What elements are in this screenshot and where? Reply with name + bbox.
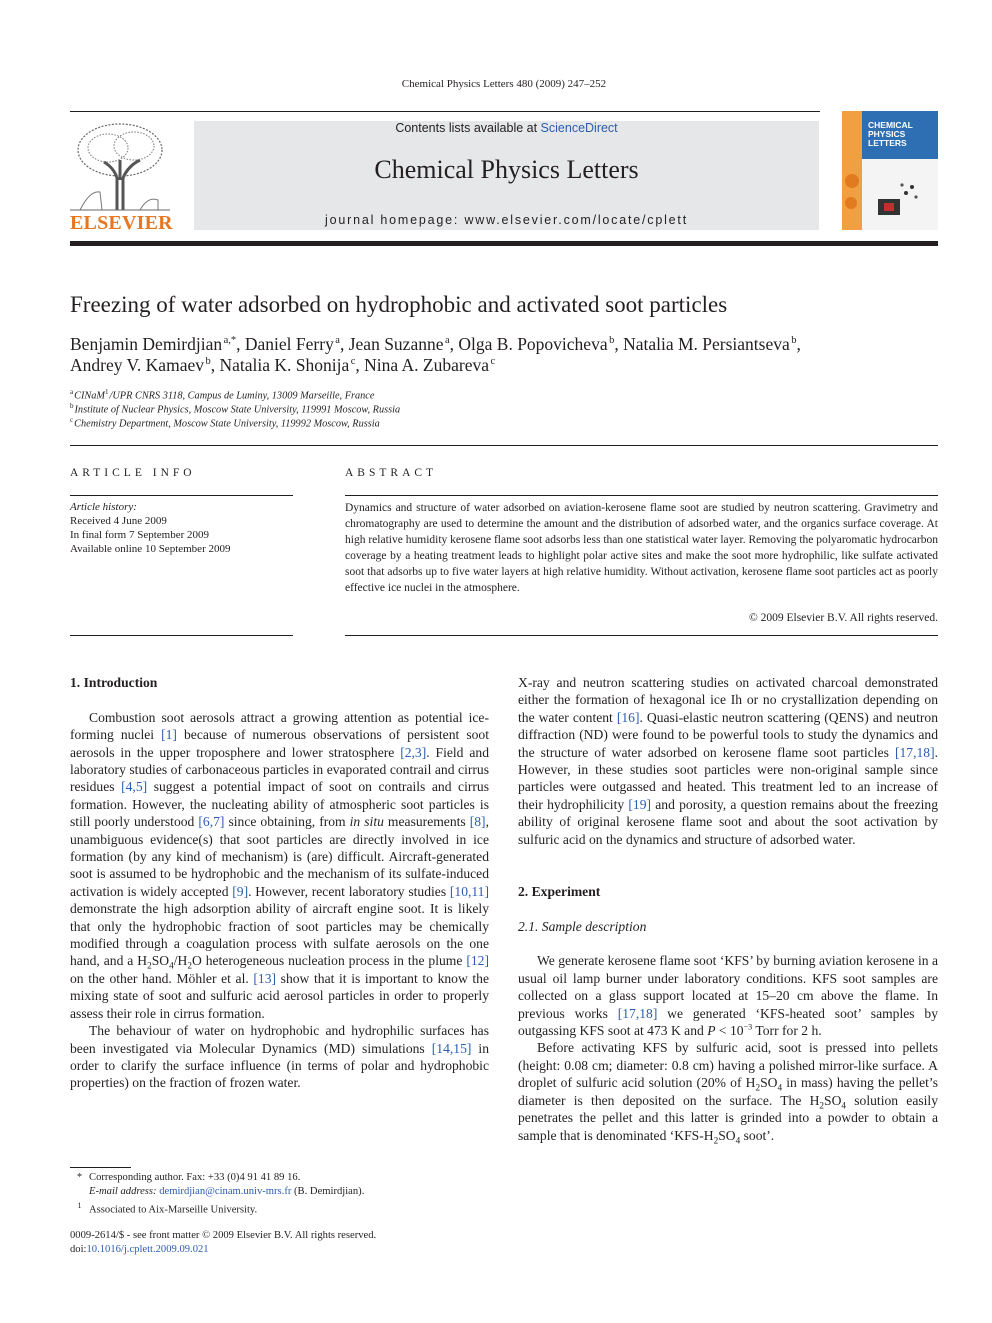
affil-mark[interactable]: a <box>335 335 340 347</box>
ref-link[interactable]: [17,18] <box>617 1005 658 1021</box>
footnote-rule <box>70 1167 131 1168</box>
affiliation-a <box>70 388 374 401</box>
footnote-mark: * <box>76 1172 83 1183</box>
affil-mark[interactable]: b <box>609 335 615 347</box>
author-separator: , <box>614 334 624 354</box>
ref-link[interactable]: [12] <box>466 953 489 969</box>
intro-paragraph-1: Combustion soot aerosols attract a growing attention as potential ice-forming nuclei [1] because of numerous observations of persistent soot aerosols in the upper troposphere and lower stratosphere [2,3]. Field and laboratory studies of carbonaceous particles in evaporated contrail and cirrus residues [4,5] suggest a potential impact of soot on contrails and cirrus formation. However, the nucleating ability of atmospheric soot particles is still poorly understood [6,7] since obtaining, from in situ measurements [8], unambiguous evidence(s) that soot particles are directly involved in ice formation (by any kind of mechanism) is (are) difficult. Aircraft-generated soot is assumed to be hydrophobic and the mechanism of its sulfate-induced activation is widely accepted [9]. However, recent laboratory studies [10,11] demonstrate the high adsorption ability of aircraft engine soot. It is likely that only the hydrophobic fraction of soot particles may be chemically modified through a coagulation process with sulfate aerosols on the one hand, and a $H_2SO_4/H_2O$ heterogeneous nucleation process in the plume [12] on the other hand. Möhler et al. [13] show that it is important to know the mixing state of soot and sulfuric acid aerosol particles in order to properly assess their role in cirrus formation. <box>70 709 490 1021</box>
affil-mark[interactable]: a,* <box>223 335 237 347</box>
affil-mark[interactable]: b <box>205 356 211 368</box>
ref-link[interactable]: [19] <box>628 796 652 812</box>
header-rule <box>70 111 820 112</box>
ref-link[interactable]: [10,11] <box>449 883 490 899</box>
journal-citation: Chemical Physics Letters 480 (2009) 247–252 <box>401 78 607 90</box>
email-link[interactable]: demirdjian@cinam.univ-mrs.fr <box>159 1186 292 1197</box>
affil-mark[interactable]: c <box>490 356 496 368</box>
author-name[interactable]: Jean Suzanne <box>348 334 444 354</box>
author-separator: , <box>210 355 220 375</box>
article-info-rule <box>70 635 293 636</box>
issn-line: 0009-2614/$ - see front matter © 2009 Elsevier B.V. All rights reserved. <box>70 1230 377 1241</box>
ref-link[interactable]: [13] <box>253 970 277 986</box>
footnote-affiliation-note <box>70 1199 257 1218</box>
author-name[interactable]: Olga B. Popovicheva <box>458 334 608 354</box>
history-received: Received 4 June 2009 <box>70 515 167 527</box>
ref-link[interactable]: [2,3] <box>400 744 427 760</box>
ref-link[interactable]: [14,15] <box>431 1040 472 1056</box>
contents-availability <box>194 121 819 135</box>
author-separator: , <box>339 334 349 354</box>
abstract-text: Dynamics and structure of water adsorbed on aviation-kerosene flame soot are studied by neutron scattering. Gravimetry and chromatography are used to determine the amount and the distribution of adsorbed water, and the organics surface coverage. At high relative humidity kerosene flame soot adsorbs less than one statistical water layer. Removing the polyaromatic hydrocarbon coverage by a heating treatment leads to highlight polar active sites and make the soot more hydrophilic, like sulfate activated soot that adsorbs up to five water layers at high relative humidity. Without activation, kerosene flame soot particles act as poorly effective ice nuclei in the atmosphere. <box>345 502 938 594</box>
article-title: Freezing of water adsorbed on hydrophobic and activated soot particles <box>70 292 728 317</box>
history-online: Available online 10 September 2009 <box>70 543 231 555</box>
affiliation-c <box>70 416 380 429</box>
intro-paragraph-2-cont: X-ray and neutron scattering studies on activated charcoal demonstrated either the formation of hexagonal ice Ih or no crystallization depending on the water content [16]. Quasi-elastic neutron scattering (QENS) and neutron diffraction (ND) were found to be powerful tools to study the dynamics and the structure of water adsorbed on kerosene flame soot particles [17,18]. However, in these studies soot particles were non-original sample since particles were outgassed and heated. This treatment led to an increase of their hydrophilicity [19] and porosity, a question remains about the freezing ability of original kerosene flame soot and about the soot activation by sulfuric acid on the dynamics and structure of adsorbed water. <box>518 675 938 847</box>
doi-link[interactable]: 10.1016/j.cplett.2009.09.021 <box>86 1244 209 1255</box>
ref-link[interactable]: [6,7] <box>198 814 225 830</box>
footnote-text: Associated to Aix-Marseille University. <box>89 1204 258 1216</box>
ref-link[interactable]: [1] <box>161 727 177 743</box>
journal-title: Chemical Physics Letters <box>374 155 639 184</box>
cover-title-line: PHYSICS <box>868 129 906 139</box>
contents-prefix: Contents lists available at <box>395 121 541 135</box>
affil-mark[interactable]: b <box>791 335 797 347</box>
footnote-email <box>70 1185 364 1199</box>
author-name[interactable]: Natalia K. Shonija <box>219 355 350 375</box>
author-name[interactable]: Benjamin Demirdjian <box>70 334 223 354</box>
authors-line <box>70 355 495 376</box>
author-separator: , <box>355 355 365 375</box>
affil-mark[interactable]: c <box>350 356 356 368</box>
author-separator: , <box>796 334 801 354</box>
ref-link[interactable]: [4,5] <box>121 779 148 795</box>
affil-text: Chemistry Department, Moscow State University, 119992 Moscow, Russia <box>74 418 380 430</box>
article-info-heading: ARTICLE INFO <box>70 467 196 479</box>
footnote-text: Corresponding author. Fax: +33 (0)4 91 41 89 16. <box>89 1172 301 1183</box>
author-name[interactable]: Daniel Ferry <box>244 334 334 354</box>
section-rule <box>70 445 938 446</box>
cover-title-line: CHEMICAL <box>868 120 913 130</box>
author-separator: , <box>449 334 459 354</box>
email-label: E-mail address: <box>89 1186 157 1197</box>
email-suffix: (B. Demirdjian). <box>291 1186 365 1197</box>
affil-text: /UPR CNRS 3118, Campus de Luminy, 13009 Marseille, France <box>109 390 375 402</box>
history-title: Article history: <box>70 501 137 513</box>
ref-link[interactable]: [16] <box>616 709 640 725</box>
journal-homepage[interactable]: journal homepage: www.elsevier.com/locate/cplett <box>325 213 688 227</box>
cover-title <box>868 121 936 148</box>
author-separator: , <box>236 334 245 354</box>
header-rule-thick <box>70 241 938 246</box>
body-column-left <box>70 674 489 1092</box>
intro-heading: 1. Introduction <box>70 675 158 690</box>
author-name[interactable]: Nina A. Zubareva <box>364 355 489 375</box>
author-name[interactable]: Andrey V. Kamaev <box>70 355 204 375</box>
abstract-heading: ABSTRACT <box>345 467 438 479</box>
body-column-right <box>518 674 938 1144</box>
experiment-paragraph-2: Before activating KFS by sulfuric acid, soot is pressed into pellets (height: 0.08 cm; diameter: 0.8 cm) having a polished mirror-like surface. A droplet of sulfuric acid solution (20% of $H_2SO_4$ in mass) having the pellet’s diameter is then deposited on the surface. The $H_2SO_4$ solution easily penetrates the pellet and this latter is grinded into a powder to obtain a sample that is denominated ‘$KFS-H_2SO_4$ soot’. <box>518 1040 938 1146</box>
sciencedirect-link[interactable]: ScienceDirect <box>540 121 618 135</box>
footnote-mark[interactable]: 1 <box>105 388 109 396</box>
abstract-copyright: © 2009 Elsevier B.V. All rights reserved. <box>749 612 938 624</box>
journal-cover <box>842 111 938 230</box>
cover-title-line: LETTERS <box>868 138 907 148</box>
abstract-rule <box>345 635 938 636</box>
affil-letter: b <box>70 402 74 410</box>
sample-subheading: 2.1. Sample description <box>518 918 647 934</box>
affiliation-b <box>70 402 400 415</box>
doi-line <box>70 1244 209 1255</box>
footnote-corresponding <box>70 1171 300 1185</box>
experiment-heading: 2. Experiment <box>518 883 601 899</box>
affil-mark[interactable]: a <box>444 335 450 347</box>
footnote-mark: 1 <box>77 1201 82 1210</box>
article-history <box>70 500 230 556</box>
authors-line <box>70 334 801 355</box>
ref-link[interactable]: [9] <box>232 883 249 899</box>
ref-link[interactable]: [17,18] <box>894 744 935 760</box>
affil-text: CINaM <box>74 390 105 402</box>
article-info-rule <box>70 495 293 496</box>
abstract-rule <box>345 495 938 496</box>
doi-prefix: doi: <box>70 1244 87 1255</box>
intro-paragraph-2: The behaviour of water on hydrophobic and hydrophilic surfaces has been investigated via Molecular Dynamics (MD) simulations [14,15] in order to clarify the surface influence (in terms of polar and hydrophobic properties) on the fraction of frozen water. <box>70 1023 489 1091</box>
ref-link[interactable]: [8] <box>469 814 486 830</box>
history-final-form: In final form 7 September 2009 <box>70 529 209 541</box>
affil-text: Institute of Nuclear Physics, Moscow State University, 119991 Moscow, Russia <box>74 404 401 416</box>
author-name[interactable]: Natalia M. Persiantseva <box>623 334 790 354</box>
affil-letter: c <box>70 416 74 424</box>
experiment-paragraph-1: We generate kerosene flame soot ‘KFS’ by burning aviation kerosene in a usual oil lamp burner under laboratory conditions. KFS soot samples are collected on a glass support located at 15–20 cm above the flame. In previous works [17,18] we generated ‘KFS-heated soot’ samples by outgassing KFS soot at 473 K and $P < 10^{-3}$ Torr for 2 h. <box>518 953 938 1039</box>
elsevier-wordmark: ELSEVIER <box>70 212 173 234</box>
affil-letter: a <box>70 388 74 396</box>
